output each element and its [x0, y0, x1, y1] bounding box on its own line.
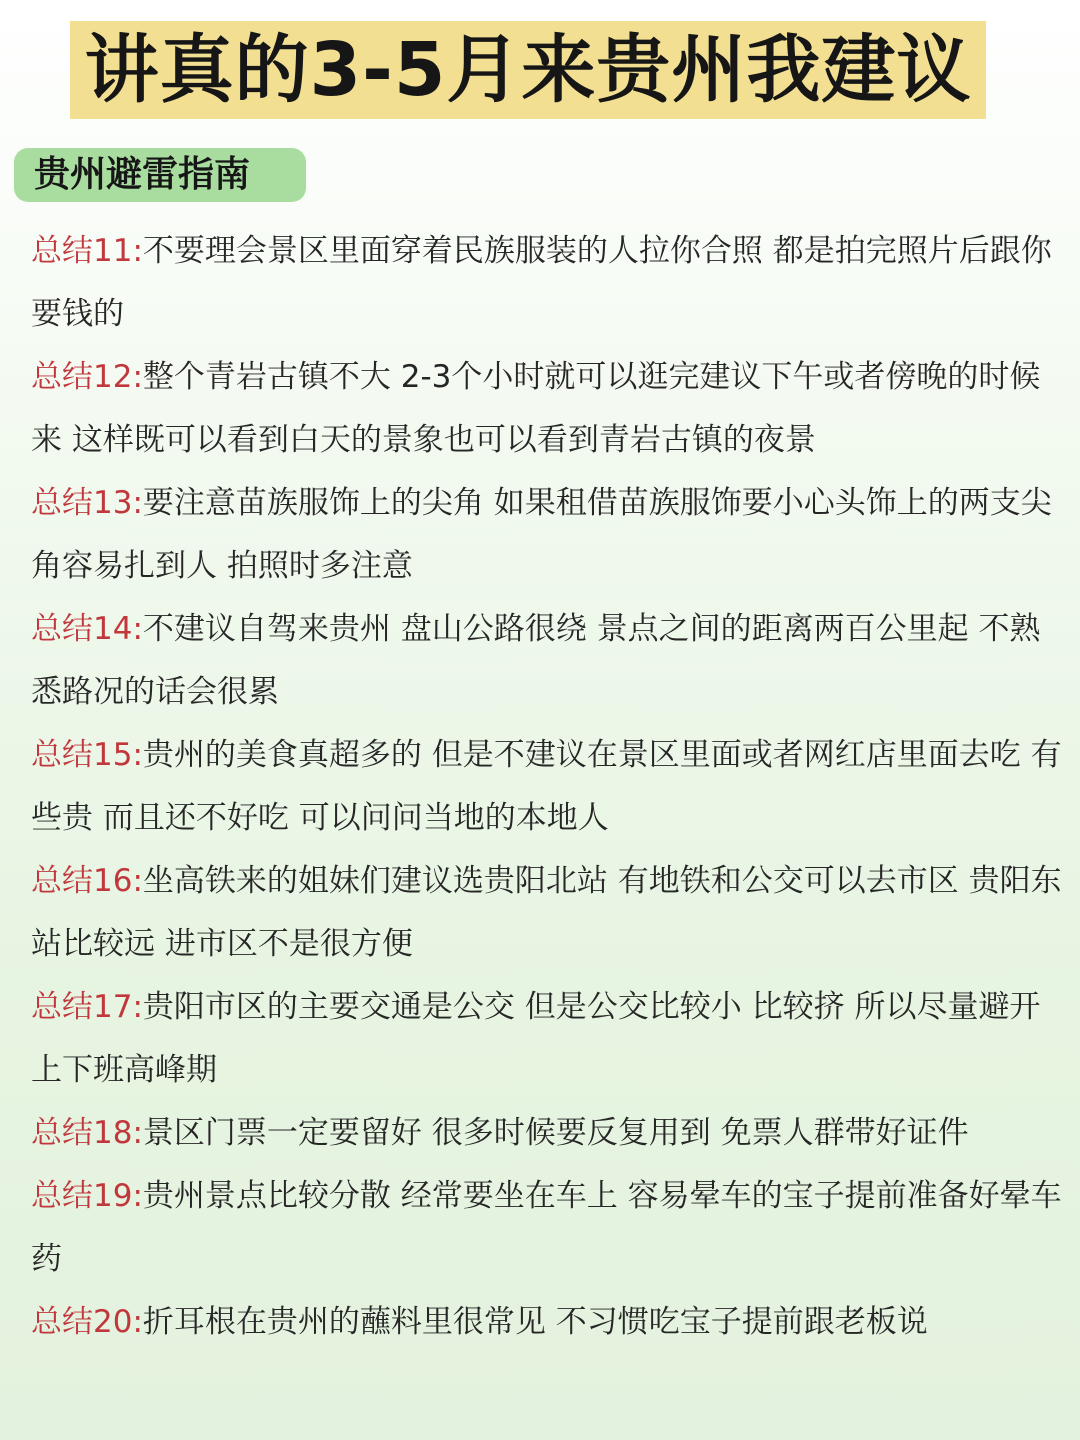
- tip-prefix: 总结13:: [31, 485, 143, 521]
- tip-item-17: [31, 976, 1071, 1102]
- section-tag: [14, 148, 306, 202]
- tip-text: 景区门票一定要留好 很多时候要反复用到 免票人群带好证件: [142, 1115, 969, 1151]
- tip-prefix: 总结19:: [31, 1178, 143, 1214]
- tip-text: 贵州景点比较分散 经常要坐在车上 容易晕车的宝子提前准备好晕车药: [31, 1178, 1062, 1277]
- tip-item-18: [31, 1102, 1071, 1165]
- page-title: 讲真的3-5月来贵州我建议: [84, 27, 972, 113]
- tip-text: 贵阳市区的主要交通是公交 但是公交比较小 比较挤 所以尽量避开上下班高峰期: [31, 989, 1041, 1088]
- tip-item-14: [31, 598, 1071, 724]
- tip-prefix: 总结16:: [31, 863, 143, 899]
- tip-prefix: 总结17:: [31, 989, 143, 1025]
- tip-prefix: 总结20:: [31, 1304, 143, 1340]
- tip-prefix: 总结11:: [31, 233, 143, 269]
- tip-item-12: [31, 346, 1071, 472]
- section-heading: 贵州避雷指南: [34, 154, 251, 195]
- tip-prefix: 总结14:: [31, 611, 143, 647]
- tip-text: 整个青岩古镇不大 2-3个小时就可以逛完建议下午或者傍晚的时候来 这样既可以看到白天的景象也可以看到青岩古镇的夜景: [31, 359, 1041, 458]
- tip-item-15: [31, 724, 1071, 850]
- tip-text: 不要理会景区里面穿着民族服装的人拉你合照 都是拍完照片后跟你要钱的: [31, 233, 1052, 332]
- tip-item-16: [31, 850, 1071, 976]
- tip-text: 贵州的美食真超多的 但是不建议在景区里面或者网红店里面去吃 有些贵 而且还不好吃 可以问问当地的本地人: [31, 737, 1062, 836]
- tip-text: 坐高铁来的姐妹们建议选贵阳北站 有地铁和公交可以去市区 贵阳东站比较远 进市区不是很方便: [31, 863, 1062, 962]
- tip-text: 不建议自驾来贵州 盘山公路很绕 景点之间的距离两百公里起 不熟悉路况的话会很累: [31, 611, 1041, 710]
- tip-text: 要注意苗族服饰上的尖角 如果租借苗族服饰要小心头饰上的两支尖角容易扎到人 拍照时多注意: [31, 485, 1052, 584]
- tip-item-19: [31, 1165, 1071, 1291]
- tip-item-11: [31, 220, 1071, 346]
- title-banner: [70, 21, 986, 119]
- tip-item-20: [31, 1291, 1071, 1354]
- tip-prefix: 总结12:: [31, 359, 143, 395]
- tips-list: [31, 220, 1071, 1354]
- tip-prefix: 总结15:: [31, 737, 143, 773]
- tip-item-13: [31, 472, 1071, 598]
- tip-text: 折耳根在贵州的蘸料里很常见 不习惯吃宝子提前跟老板说: [142, 1304, 928, 1340]
- tip-prefix: 总结18:: [31, 1115, 143, 1151]
